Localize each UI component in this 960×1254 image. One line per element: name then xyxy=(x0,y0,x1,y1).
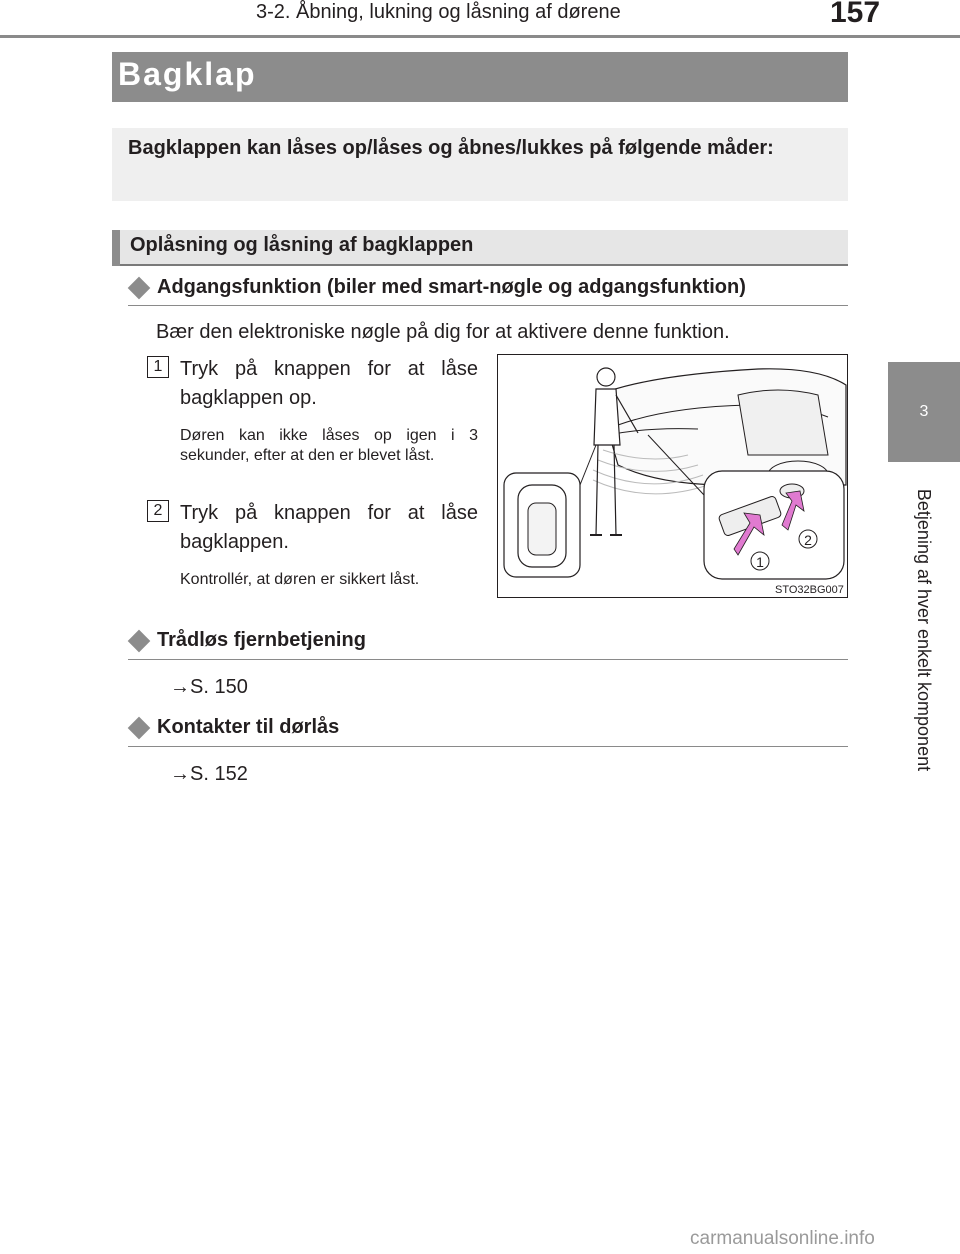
step-text-1: Tryk på knappen for at låse bagklappen op. xyxy=(180,358,478,409)
diamond-bullet-icon xyxy=(128,630,151,653)
step-note-1: Døren kan ikke låses op igen i 3 sekunder, efter at den er blevet låst. xyxy=(180,427,478,464)
step-number-2: 2 xyxy=(147,500,169,522)
step-number-1: 1 xyxy=(147,356,169,378)
item-text: Bær den elektroniske nøgle på dig for at aktivere denne funktion. xyxy=(156,321,730,343)
page-reference-152[interactable]: →S. 152 xyxy=(170,763,248,785)
callout-1: 1 xyxy=(756,554,764,570)
figure-code: STO32BG007 xyxy=(775,584,844,596)
subsection-accent xyxy=(112,230,120,266)
page-title: Bagklap xyxy=(118,56,257,92)
illustration xyxy=(497,354,848,598)
chapter-tab-label: Betjening af hver enkelt komponent xyxy=(914,488,934,772)
page-number: 157 xyxy=(830,0,881,29)
header-rule xyxy=(0,35,960,38)
chapter-tab: 3 xyxy=(888,362,960,462)
item-rule xyxy=(128,746,848,747)
tailgate-illustration xyxy=(498,355,847,597)
step-note-2: Kontrollér, at døren er sikkert låst. xyxy=(180,571,420,588)
watermark: carmanualsonline.info xyxy=(690,1228,875,1249)
section-title: 3-2. Åbning, lukning og låsning af dørene xyxy=(256,1,621,23)
intro-text: Bagklappen kan låses op/låses og åbnes/lukkes på følgende måder: xyxy=(128,137,774,159)
item-title-door-lock-switch: Kontakter til dørlås xyxy=(157,716,340,738)
page-reference-150[interactable]: →S. 150 xyxy=(170,676,248,698)
subsection-heading: Oplåsning og låsning af bagklappen xyxy=(130,234,474,256)
item-rule xyxy=(128,659,848,660)
item-title-remote: Trådløs fjernbetjening xyxy=(157,629,366,651)
item-rule xyxy=(128,305,848,306)
diamond-bullet-icon xyxy=(128,717,151,740)
item-title-entry-function: Adgangsfunktion (biler med smart-nøgle og adgangsfunktion) xyxy=(157,276,746,298)
diamond-bullet-icon xyxy=(128,277,151,300)
step-text-2: Tryk på knappen for at låse bagklappen. xyxy=(180,502,478,553)
callout-2: 2 xyxy=(804,532,812,548)
